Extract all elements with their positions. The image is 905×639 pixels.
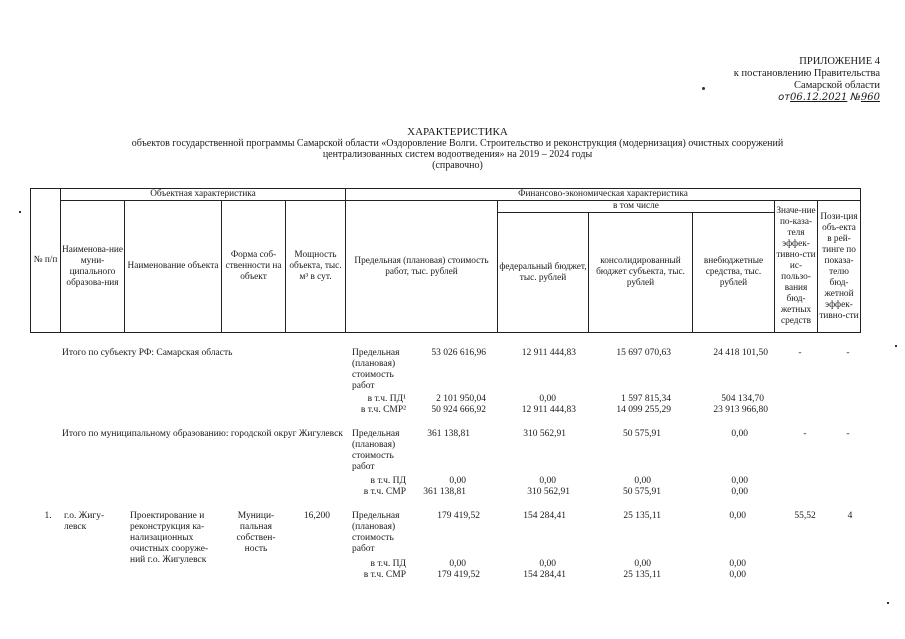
including-header: в том числе — [498, 201, 775, 213]
cost-total: 53 026 616,96 — [431, 348, 486, 358]
header-table — [30, 188, 861, 333]
row-total-region — [62, 348, 352, 359]
cost-pd: 2 101 950,04 — [436, 394, 486, 404]
group-finance-header: Финансово-экономическая характеристика — [346, 189, 861, 201]
federal-smr: 310 562,91 — [527, 487, 570, 497]
row-label: Итого по субъекту РФ: Самарская область — [62, 348, 233, 358]
cost-smr: 179 419,52 — [437, 570, 480, 580]
heading-line2: централизованных систем водоотведения» на 2019 – 2024 годы — [322, 149, 593, 160]
group-object-header: Объектная характеристика — [61, 189, 346, 201]
extrabudget-total: 24 418 101,50 — [713, 348, 768, 358]
indicator-value: - — [798, 348, 802, 358]
position-value: - — [846, 429, 850, 439]
col-indicator-header: Значе-ние по-каза-теля эффек-тивно-сти ис-пользо-вания бюд-жетных средств — [775, 201, 818, 333]
indicator-value: 55,52 — [794, 511, 816, 521]
federal-pd: 0,00 — [539, 476, 556, 486]
col-federal-header: федеральный бюджет, тыс. рублей — [498, 213, 589, 333]
scan-speck — [702, 87, 705, 90]
row-total-municipal — [62, 429, 347, 440]
consolidated-smr: 25 135,11 — [623, 570, 661, 580]
federal-total: 310 562,91 — [523, 429, 566, 439]
row-municipality: г.о. Жигу-левск — [64, 511, 105, 532]
row-label: Итого по муниципальному образованию: городской округ Жигулевск — [62, 429, 343, 439]
consolidated-total: 25 135,11 — [623, 511, 661, 521]
extrabudget-pd: 0,00 — [731, 476, 748, 486]
federal-pd: 0,00 — [539, 394, 556, 404]
extrabudget-smr: 23 913 966,80 — [713, 405, 768, 415]
col-object-header: Наименование объекта — [125, 201, 222, 333]
consolidated-pd: 0,00 — [634, 559, 651, 569]
extrabudget-total: 0,00 — [729, 511, 746, 521]
appendix-date: от06.12.2021 №960 — [778, 92, 880, 103]
extrabudget-pd: 0,00 — [729, 559, 746, 569]
position-value: 4 — [847, 511, 853, 521]
cost-smr: 50 924 666,92 — [431, 405, 486, 415]
cost-total: 361 138,81 — [427, 429, 470, 439]
col-position-header: Пози-ция объ-екта в рей-тинге по показа-телю бюд-жетной эффек-тивно-сти — [818, 201, 861, 333]
scan-speck — [19, 211, 21, 213]
number-value: 960 — [860, 92, 880, 103]
federal-total: 12 911 444,83 — [521, 348, 576, 358]
appendix-line2: Самарской области — [794, 80, 880, 91]
consolidated-total: 50 575,91 — [623, 429, 661, 439]
kind-pd: в т.ч. ПД — [370, 559, 406, 569]
row-ownership: Муници-пальная собствен-ность — [236, 511, 276, 554]
consolidated-pd: 1 597 815,34 — [621, 394, 671, 404]
cost-pd: 0,00 — [449, 559, 466, 569]
scan-speck — [887, 602, 889, 604]
kind-smr: в т.ч. СМР² — [360, 405, 406, 415]
consolidated-total: 15 697 070,63 — [616, 348, 671, 358]
federal-smr: 12 911 444,83 — [521, 405, 576, 415]
federal-pd: 0,00 — [539, 559, 556, 569]
appendix-line1: к постановлению Правительства — [733, 68, 880, 79]
row-object-name: Проектирование и реконструкция ка-нализационных очистных сооруже-ний г.о. Жигулевск — [130, 511, 209, 565]
col-extrabudget-header: внебюджетные средства, тыс. рублей — [693, 213, 775, 333]
document-heading — [90, 127, 825, 171]
heading-line1: объектов государственной программы Самарской области «Оздоровление Волги. Строительство и реконструкция (модернизация) очистных сооружений — [131, 138, 784, 149]
kind-cost: Предельная (плановая) стоимость работ — [352, 429, 400, 472]
col-capacity-header: Мощность объекта, тыс. м³ в сут. — [286, 201, 346, 333]
col-ownership-header: Форма соб-ственности на объект — [222, 201, 286, 333]
appendix-block — [700, 56, 880, 104]
extrabudget-total: 0,00 — [731, 429, 748, 439]
appendix-title: ПРИЛОЖЕНИЕ 4 — [799, 56, 880, 67]
col-municipality-header: Наименова-ние муни-ципального образова-ния — [61, 201, 125, 333]
cost-smr: 361 138,81 — [423, 487, 466, 497]
kind-smr: в т.ч. СМР — [363, 487, 406, 497]
cost-pd: 0,00 — [449, 476, 466, 486]
date-value: 06.12.2021 — [790, 92, 848, 103]
kind-pd: в т.ч. ПД¹ — [367, 394, 406, 404]
indicator-value: - — [803, 429, 807, 439]
kind-cost: Предельная (плановая) стоимость работ — [352, 348, 400, 391]
consolidated-smr: 50 575,91 — [623, 487, 661, 497]
kind-smr: в т.ч. СМР — [363, 570, 406, 580]
document-title: ХАРАКТЕРИСТИКА — [407, 126, 508, 138]
kind-pd: в т.ч. ПД — [370, 476, 406, 486]
col-cost-header: Предельная (плановая) стоимость работ, тыс. рублей — [346, 201, 498, 333]
row-num: 1. — [44, 511, 52, 521]
heading-line3: (справочно) — [432, 160, 483, 171]
consolidated-pd: 0,00 — [634, 476, 651, 486]
extrabudget-pd: 504 134,70 — [721, 394, 764, 404]
federal-total: 154 284,41 — [523, 511, 566, 521]
cost-total: 179 419,52 — [437, 511, 480, 521]
position-value: - — [846, 348, 850, 358]
extrabudget-smr: 0,00 — [731, 487, 748, 497]
row-capacity: 16,200 — [303, 511, 330, 521]
col-num-header: № п/п — [31, 189, 61, 333]
extrabudget-smr: 0,00 — [729, 570, 746, 580]
scan-speck — [895, 345, 897, 347]
consolidated-smr: 14 099 255,29 — [616, 405, 671, 415]
federal-smr: 154 284,41 — [523, 570, 566, 580]
kind-cost: Предельная (плановая) стоимость работ — [352, 511, 400, 554]
col-consolidated-header: консолидированный бюджет субъекта, тыс. рублей — [589, 213, 693, 333]
